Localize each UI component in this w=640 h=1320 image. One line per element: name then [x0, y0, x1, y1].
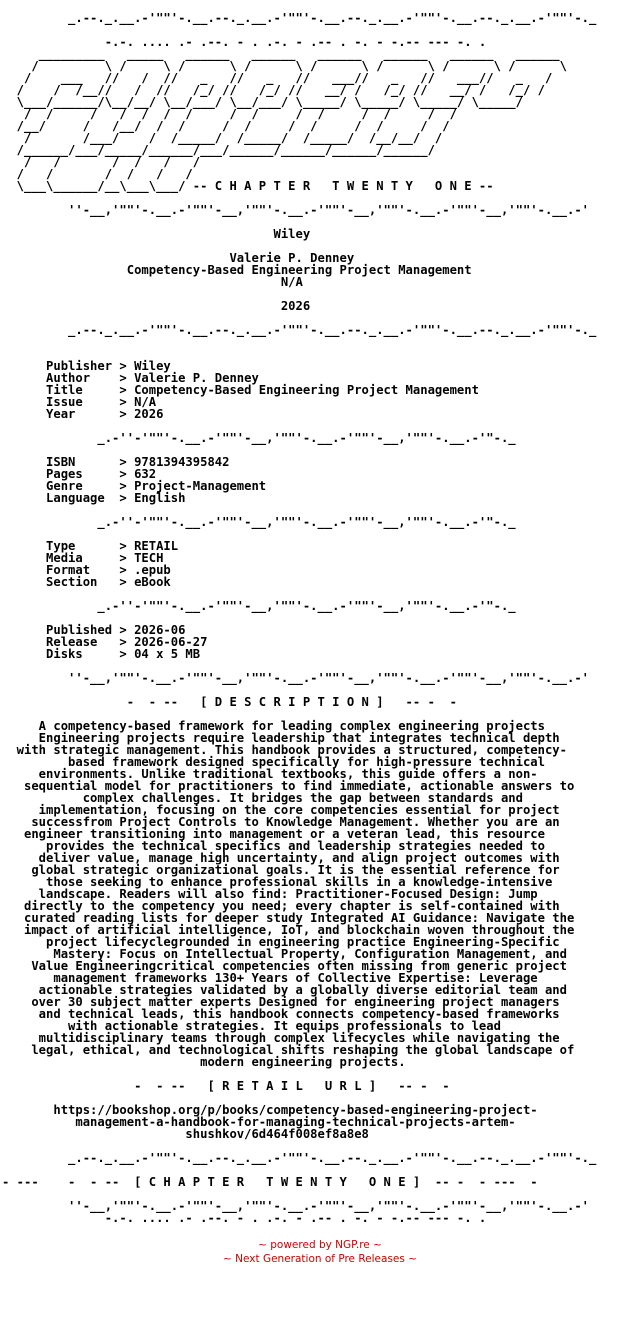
- nfo-line: / /___/ / /_____/ /_____/ /_____/ /__/__/ /: [2, 131, 443, 145]
- nfo-line: Title > Competency-Based Engineering Project Management: [2, 383, 479, 397]
- nfo-line: impact of artificial intelligence, IoT, and blockchain woven throughout the: [2, 923, 575, 937]
- nfo-line: \___\______/__\___\___/ -- C H A P T E R T W E N T Y O N E --: [2, 179, 494, 193]
- nfo-line: directly to the competency you need; every chapter is self-contained with: [2, 899, 560, 913]
- nfo-line: Competency-Based Engineering Project Management: [2, 263, 472, 277]
- nfo-line: Media > TECH: [2, 551, 164, 565]
- nfo-line: -.-. .... .- .--. - . .-. - .-- . -. - -.-- --- -. .: [2, 35, 487, 49]
- nfo-line: _.-''-'""'-.__.-'""'-__,'""'-.__.-'""'-__,'""'-.__.-'"-._: [2, 599, 516, 613]
- nfo-line: Section > eBook: [2, 575, 171, 589]
- nfo-line: - - -- [ R E T A I L U R L ] -- - -: [2, 1079, 450, 1093]
- nfo-line: Genre > Project-Management: [2, 479, 267, 493]
- nfo-line: 2026: [2, 299, 311, 313]
- nfo-line: curated reading lists for deeper study Integrated AI Guidance: Navigate the: [2, 911, 575, 925]
- nfo-line: -.-. .... .- .--. - . .-. - .-- . -. - -.-- --- -. .: [2, 1211, 487, 1225]
- nfo-line: legal, ethical, and technological shifts reshaping the global landscape of: [2, 1043, 575, 1057]
- nfo-line: ''-__,'""'-.__.-'""'-__,'""'-.__.-'""'-__,'""'-.__.-'""'-__,'""'-.__.-': [2, 671, 589, 685]
- nfo-line: Disks > 04 x 5 MB: [2, 647, 201, 661]
- nfo-line: Issue > N/A: [2, 395, 157, 409]
- nfo-line: actionable strategies validated by a globally diverse editorial team and: [2, 983, 567, 997]
- nfo-line: deliver value, manage high uncertainty, and align project outcomes with: [2, 851, 560, 865]
- nfo-line: _.--._.__.-'""'-.__.--._.__.-'""'-.__.--._.__.-'""'-.__.--._.__.-'""'-._: [2, 1151, 597, 1165]
- nfo-line: ISBN > 9781394395842: [2, 455, 230, 469]
- nfo-line: modern engineering projects.: [2, 1055, 406, 1069]
- nfo-line: ''-__,'""'-.__.-'""'-__,'""'-.__.-'""'-__,'""'-.__.-'""'-__,'""'-.__.-': [2, 203, 589, 217]
- nfo-line: Publisher > Wiley: [2, 359, 171, 373]
- nfo-line: A competency-based framework for leading complex engineering projects: [2, 719, 545, 733]
- nfo-line: landscape. Readers will also find: Practitioner-Focused Design: Jump: [2, 887, 538, 901]
- nfo-line: and technical leads, this handbook connects competency-based frameworks: [2, 1007, 560, 1021]
- nfo-line: Wiley: [2, 227, 311, 241]
- nfo-line: / / / / / / / / / / / / / / /: [2, 107, 457, 121]
- nfo-line: management frameworks 130+ Years of Collective Expertise: Leverage: [2, 971, 538, 985]
- nfo-line: \___/______/\__/__/ \__/___/ \__/___/ \_____/ \_____/ \_____/ \_____/: [2, 95, 523, 109]
- nfo-line: / / / / / /: [2, 155, 201, 169]
- nfo-line: Pages > 632: [2, 467, 157, 481]
- footer: [0, 1238, 640, 1266]
- nfo-line: /______/___/_____/______/___/______/______/______/______/: [2, 143, 435, 157]
- nfo-line: Release > 2026-06-27: [2, 635, 208, 649]
- nfo-line: Mastery: Focus on Intellectual Property, Configuration Management, and: [2, 947, 567, 961]
- nfo-line: Type > RETAIL: [2, 539, 179, 553]
- nfo-line: _.--._.__.-'""'-.__.--._.__.-'""'-.__.--._.__.-'""'-.__.--._.__.-'""'-._: [2, 323, 597, 337]
- nfo-line: N/A: [2, 275, 303, 289]
- nfo-line: provides the technical specifics and leadership strategies needed to: [2, 839, 545, 853]
- nfo-line: with actionable strategies. It equips professionals to lead: [2, 1019, 501, 1033]
- nfo-line: / ___ // / // _ // _ // ___// _ // ___// _ /: [2, 71, 553, 85]
- nfo-line: over 30 subject matter experts Designed for engineering project managers: [2, 995, 560, 1009]
- nfo-line: /__/ / /__/ / / / / / / / / / /: [2, 119, 450, 133]
- nfo-line: environments. Unlike traditional textbooks, this guide offers a non-: [2, 767, 538, 781]
- nfo-line: Year > 2026: [2, 407, 164, 421]
- nfo-line: project lifecyclegrounded in engineering practice Engineering-Specific: [2, 935, 560, 949]
- footer-tagline: ~ Next Generation of Pre Releases ~: [223, 1253, 417, 1265]
- nfo-line: sequential model for practitioners to find immediate, actionable answers to: [2, 779, 575, 793]
- nfo-line: [2, 336, 638, 348]
- nfo-line: with strategic management. This handbook provides a structured, competency-: [2, 743, 567, 757]
- nfo-line: ''-__,'""'-.__.-'""'-__,'""'-.__.-'""'-__,'""'-.__.-'""'-__,'""'-.__.-': [2, 1199, 589, 1213]
- nfo-line: those seeking to enhance professional skills in a knowledge-intensive: [2, 875, 553, 889]
- nfo-line: complex challenges. It bridges the gap between standards and: [2, 791, 523, 805]
- nfo-line: Engineering projects require leadership that integrates technical depth: [2, 731, 560, 745]
- nfo-line: engineer transitioning into management or a veteran lead, this resource: [2, 827, 545, 841]
- nfo-line: _.-''-'""'-.__.-'""'-__,'""'-.__.-'""'-__,'""'-.__.-'"-._: [2, 515, 516, 529]
- nfo-line: management-a-handbook-for-managing-technical-projects-artem-: [2, 1115, 516, 1129]
- nfo-line: Published > 2026-06: [2, 623, 186, 637]
- nfo-line: Author > Valerie P. Denney: [2, 371, 259, 385]
- nfo-line: successfrom Project Controls to Knowledge Management. Whether you are an: [2, 815, 560, 829]
- nfo-line: multidisciplinary teams through complex lifecycles while navigating the: [2, 1031, 560, 1045]
- nfo-line: - --- - - -- [ C H A P T E R T W E N T Y O N E ] -- - - --- -: [2, 1175, 538, 1189]
- nfo-line: / \ / \ / \ / \ / \ / \ / \ / \: [2, 59, 567, 73]
- nfo-line: based framework designed specifically for high-pressure technical: [2, 755, 545, 769]
- nfo-line: _.--._.__.-'""'-.__.--._.__.-'""'-.__.--._.__.-'""'-.__.--._.__.-'""'-._: [2, 11, 597, 25]
- nfo-line: Language > English: [2, 491, 186, 505]
- nfo-line: / / /__// / // /_/ // /_/ // __/ / /_/ // __/ / /_/ /: [2, 83, 545, 97]
- nfo-line: - - -- [ D E S C R I P T I O N ] -- - -: [2, 695, 457, 709]
- nfo-line: _________ _____ ______ ______ ______ ______ ______ ______: [2, 47, 560, 61]
- nfo-line: Value Engineeringcritical competencies often missing from generic project: [2, 959, 567, 973]
- nfo-line: _.-''-'""'-.__.-'""'-__,'""'-.__.-'""'-__,'""'-.__.-'"-._: [2, 431, 516, 445]
- nfo-line: shushkov/6d464f008ef8a8e8: [2, 1127, 369, 1141]
- nfo-line: / / / / / /: [2, 167, 193, 181]
- nfo-line: Format > .epub: [2, 563, 171, 577]
- footer-powered-by: ~ powered by NGP.re ~: [258, 1239, 382, 1251]
- nfo-line: https://bookshop.org/p/books/competency-based-engineering-project-: [2, 1103, 538, 1117]
- nfo-line: Valerie P. Denney: [2, 251, 355, 265]
- nfo-line: implementation, focusing on the core competencies essential for project: [2, 803, 560, 817]
- nfo-line: global strategic organizational goals. It is the essential reference for: [2, 863, 560, 877]
